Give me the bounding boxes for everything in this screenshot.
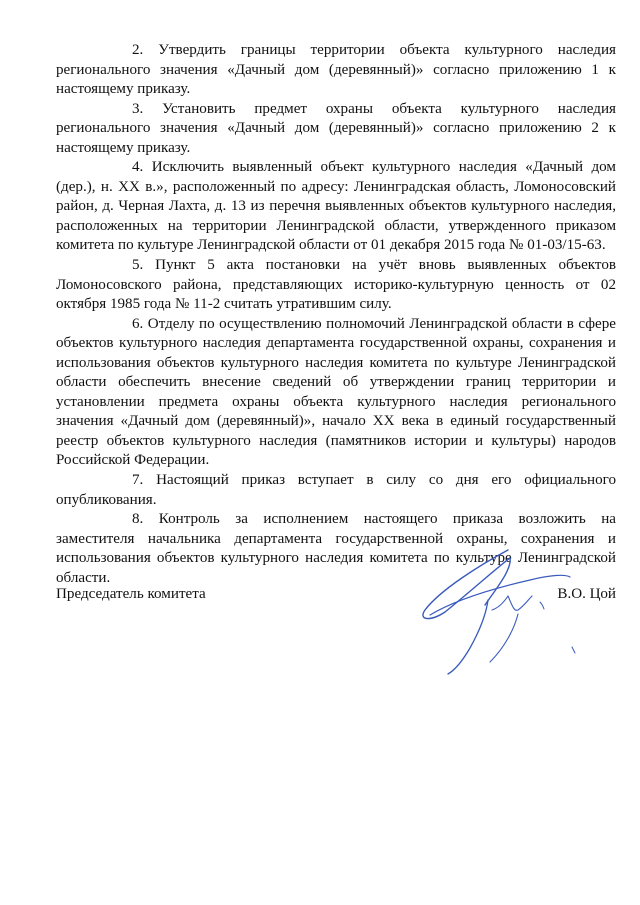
item-text: Настоящий приказ вступает в силу со дня его официального опубликования. <box>56 472 616 508</box>
order-item-3 <box>56 100 616 159</box>
item-number: 7. <box>132 472 144 489</box>
item-text: Отделу по осуществлению полномочий Ленинградской области в сфере объектов культурного наследия департамента государственной охраны, сохранения и использования объектов культурного наследия комитета по культуре Ленинградской области обеспечить внесение сведений об утверждении границ территории и установлении предмета охраны объекта культурного наследия регионального значения «Дачный дом (деревянный)», начало XX века в единый государственный реестр объектов культурного наследия (памятников истории и культуры) народов Российской Федерации. <box>56 315 616 469</box>
order-body <box>56 41 616 588</box>
item-text: Утвердить границы территории объекта культурного наследия регионального значения «Дачный дом (деревянный)» согласно приложению 1 к настоящему приказу. <box>56 42 616 98</box>
item-number: 2. <box>132 42 144 58</box>
signer-name: В.О. Цой <box>557 586 616 602</box>
item-number: 4. <box>132 159 144 176</box>
item-text: Исключить выявленный объект культурного наследия «Дачный дом (дер.), н. XX в.», расположенный по адресу: Ленинградская область, Ломоносовский район, д. Черная Лахта, д. 13 из перечня выявленных объектов культурного наследия, расположенных на территории Ленинградской области, утвержденного приказом комитета по культуре Ленинградской области от 01 декабря 2015 года № 01-03/15-63. <box>56 159 616 254</box>
item-text: Пункт 5 акта постановки на учёт вновь выявленных объектов Ломоносовского района, представляющих историко-культурную ценность от 02 октября 1985 года № 11-2 считать утратившим силу. <box>56 257 617 313</box>
item-number: 8. <box>132 511 144 528</box>
item-number: 6. <box>132 315 144 332</box>
signer-position: Председатель комитета <box>56 586 206 602</box>
order-item-4 <box>56 158 616 256</box>
order-item-5 <box>56 256 616 315</box>
item-text: Контроль за исполнением настоящего приказа возложить на заместителя начальника департамента государственной охраны, сохранения и использования объектов культурного наследия комитета по культуре Ленинградской области. <box>56 511 616 586</box>
order-item-7 <box>56 471 616 510</box>
handwritten-signature <box>400 530 600 680</box>
item-number: 5. <box>132 257 144 274</box>
order-item-6 <box>56 315 616 471</box>
order-item-2 <box>56 41 616 100</box>
item-text: Установить предмет охраны объекта культурного наследия регионального значения «Дачный дом (деревянный)» согласно приложению 2 к настоящему приказу. <box>56 100 616 156</box>
item-number: 3. <box>132 100 144 117</box>
